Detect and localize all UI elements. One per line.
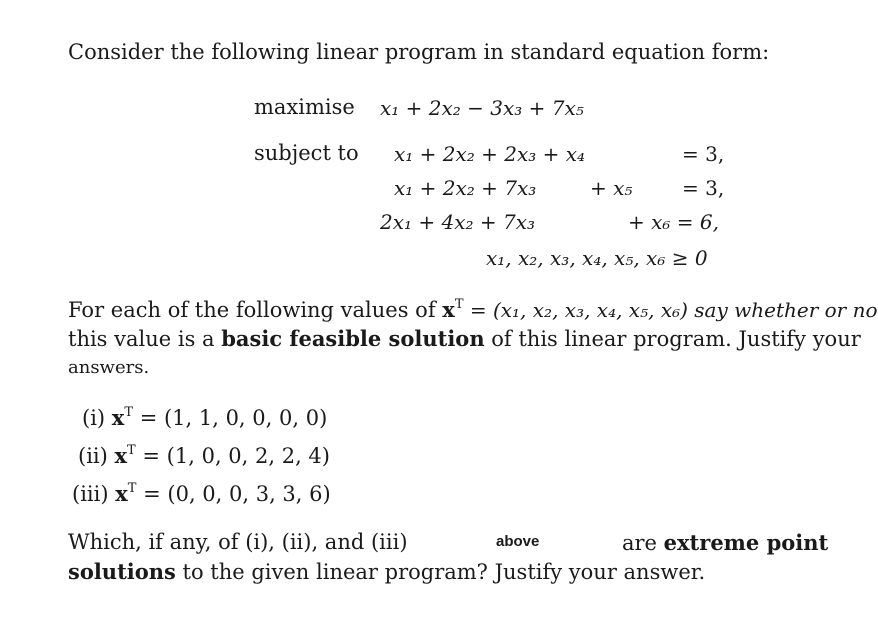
subject-to-label: subject to (254, 141, 359, 165)
question-line-2-start: this value is a (68, 327, 222, 351)
extreme-point-term: extreme point (663, 530, 829, 555)
item-label: (i) (82, 406, 106, 430)
x-vector-symbol: x (111, 405, 125, 430)
constraint-3-rhs: + x₆ = 6, (628, 210, 719, 234)
constraint-2-slack: + x₅ (590, 176, 633, 200)
item-value: = (1, 1, 0, 0, 0, 0) (139, 406, 328, 430)
transpose-symbol: T (127, 443, 136, 458)
objective-function: x₁ + 2x₂ − 3x₃ + 7x₅ (380, 96, 584, 120)
question-line-1 (68, 297, 878, 322)
question-line-1-end: = (x₁, x₂, x₃, x₄, x₅, x₆) say whether or no (463, 298, 878, 322)
transpose-symbol: T (454, 297, 464, 312)
question-line-3: answers. (68, 357, 150, 378)
final-line-1-start: Which, if any, of (i), (ii), and (iii) (68, 530, 408, 554)
constraint-3-lhs: 2x₁ + 4x₂ + 7x₃ (380, 210, 536, 234)
item-value: = (0, 0, 0, 3, 3, 6) (143, 482, 331, 506)
final-line-1-end (622, 530, 828, 555)
constraint-2-lhs: x₁ + 2x₂ + 7x₃ (394, 176, 537, 200)
intro-text: Consider the following linear program in standard equation form: (68, 40, 770, 64)
final-line-2-end: to the given linear program? Justify your answer. (175, 560, 706, 584)
question-line-2 (68, 326, 861, 351)
item-i (82, 405, 327, 430)
basic-feasible-solution-term: basic feasible solution (221, 326, 485, 351)
solutions-term: solutions (68, 559, 176, 584)
transpose-symbol: T (127, 481, 137, 496)
final-line-2 (68, 559, 705, 584)
x-vector-symbol: x (115, 481, 128, 506)
above-overlay-word: above (496, 533, 540, 550)
final-line-1-are: are (622, 531, 664, 555)
item-iii (72, 481, 331, 506)
transpose-symbol: T (124, 405, 133, 420)
question-line-1-start: For each of the following values of (68, 298, 443, 322)
constraint-1-rhs: = 3, (682, 142, 725, 166)
item-label: (iii) (72, 482, 109, 506)
x-vector-symbol: x (442, 297, 455, 322)
maximise-label: maximise (254, 95, 355, 119)
nonnegativity-constraint: x₁, x₂, x₃, x₄, x₅, x₆ ≥ 0 (486, 246, 708, 270)
item-value: = (1, 0, 0, 2, 2, 4) (142, 444, 330, 468)
item-label: (ii) (78, 444, 108, 468)
item-ii (78, 443, 330, 468)
constraint-1-lhs: x₁ + 2x₂ + 2x₃ + x₄ (394, 142, 586, 166)
question-line-2-end: of this linear program. Justify your (484, 327, 861, 351)
x-vector-symbol: x (114, 443, 128, 468)
constraint-2-rhs: = 3, (682, 176, 725, 200)
